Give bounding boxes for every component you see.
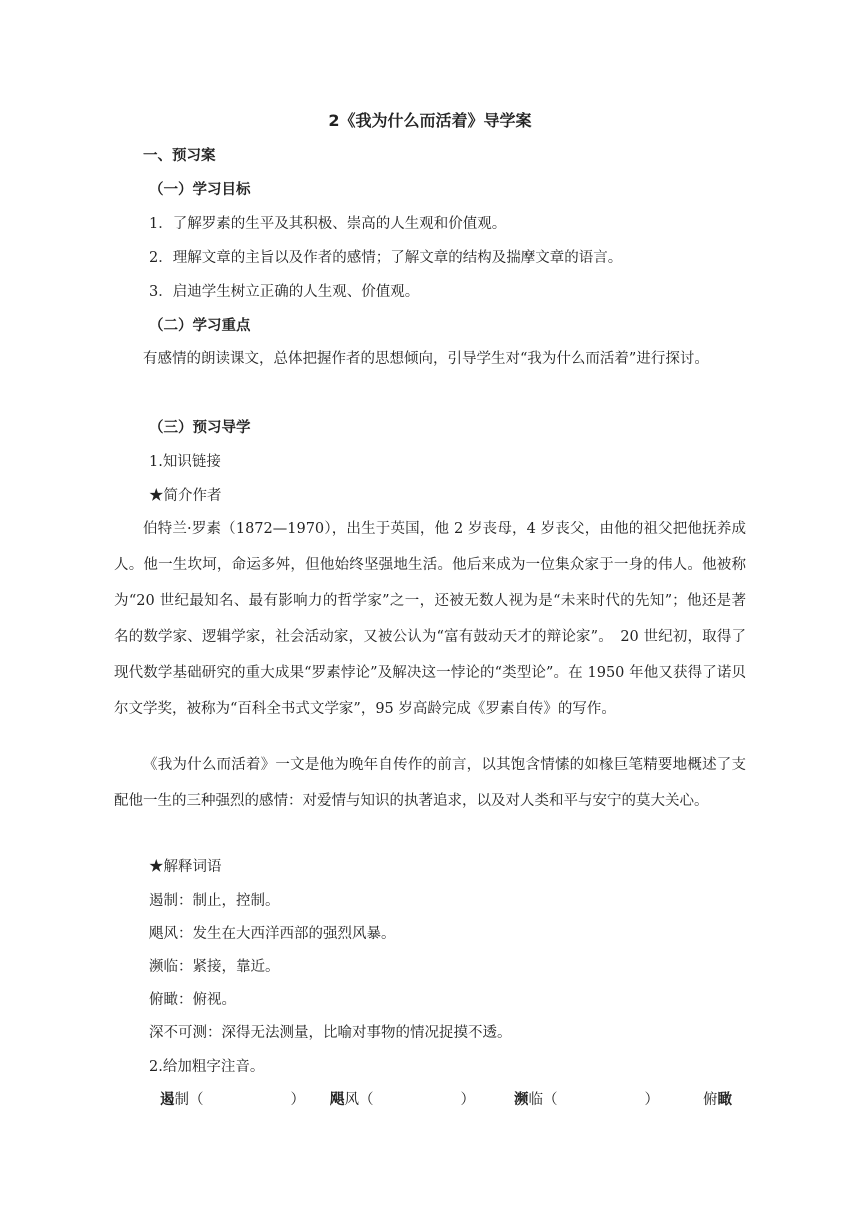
subheading-preview-guide: （三）预习导学 <box>149 420 251 436</box>
pinyin-item <box>703 1090 732 1110</box>
goal-item: 2．理解文章的主旨以及作者的感情；了解文章的结构及揣摩文章的语言。 <box>149 250 623 266</box>
word-definition: 濒临：紧接，靠近。 <box>149 959 280 975</box>
subheading-learning-goals: （一）学习目标 <box>149 182 251 198</box>
word-definition: 遏制：制止，控制。 <box>149 893 280 909</box>
focus-paragraph: 有感情的朗读课文，总体把握作者的思想倾向，引导学生对“我为什么而活着”进行探讨。 <box>143 351 709 367</box>
section-heading-preview: 一、预习案 <box>143 148 216 164</box>
word-definition: 飓风：发生在大西洋西部的强烈风暴。 <box>149 926 396 942</box>
subheading-learning-focus: （二）学习重点 <box>149 318 251 334</box>
page-title: 2《我为什么而活着》导学案 <box>328 111 532 130</box>
author-paragraph: 伯特兰·罗素（1872—1970），出生于英国，他 2 岁丧母，4 岁丧父，由他的祖父把他抚养成人。他一生坎坷，命运多舛，但他始终坚强地生活。他后来成为一位集众家于一身的伟人。他被称为“20 世纪最知名、最有影响力的哲学家”之一，还被无数人视为是“未来时代的先知”；他还是著名的数学家、逻辑学家，社会活动家，又被公认为“富有鼓动天才的辩论家”。 20 世纪初，取得了现代数学基础研究的重大成果“罗素悖论”及解决这一悖论的“类型论”。在 1950 年他又获得了诺贝尔文学奖，被称为“百科全书式文学家”，95 岁高龄完成《罗素自传》的写作。 <box>114 521 746 717</box>
pinyin-blank[interactable]: 临（ ） <box>528 1092 659 1108</box>
pinyin-blank[interactable]: 风（ ） <box>344 1092 475 1108</box>
pinyin-item <box>330 1090 475 1110</box>
pinyin-exercise-heading: 2.给加粗字注音。 <box>149 1059 265 1075</box>
bold-character: 瞰 <box>717 1091 732 1108</box>
essay-paragraph: 《我为什么而活着》一文是他为晚年自传作的前言，以其饱含情愫的如椽巨笔精要地概述了支配他一生的三种强烈的感情：对爱情与知识的执著追求，以及对人类和平与安宁的莫大关心。 <box>114 757 746 809</box>
goal-item: 3．启迪学生树立正确的人生观、价值观。 <box>149 284 420 300</box>
bold-character: 遏 <box>160 1091 175 1108</box>
knowledge-link-label: 1.知识链接 <box>149 454 221 470</box>
pinyin-item <box>160 1090 305 1110</box>
bold-character: 飓 <box>330 1091 345 1108</box>
word-definition: 深不可测：深得无法测量，比喻对事物的情况捉摸不透。 <box>149 1025 512 1041</box>
goal-item: 1．了解罗素的生平及其积极、崇高的人生观和价值观。 <box>149 216 507 232</box>
bold-character: 濒 <box>514 1091 529 1108</box>
word-explanation-heading: ★解释词语 <box>149 859 222 875</box>
pinyin-item <box>514 1090 659 1110</box>
plain-character: 俯 <box>703 1092 718 1108</box>
pinyin-blank[interactable]: 制（ ） <box>174 1092 305 1108</box>
author-intro-heading: ★简介作者 <box>149 488 222 504</box>
word-definition: 俯瞰：俯视。 <box>149 992 236 1008</box>
